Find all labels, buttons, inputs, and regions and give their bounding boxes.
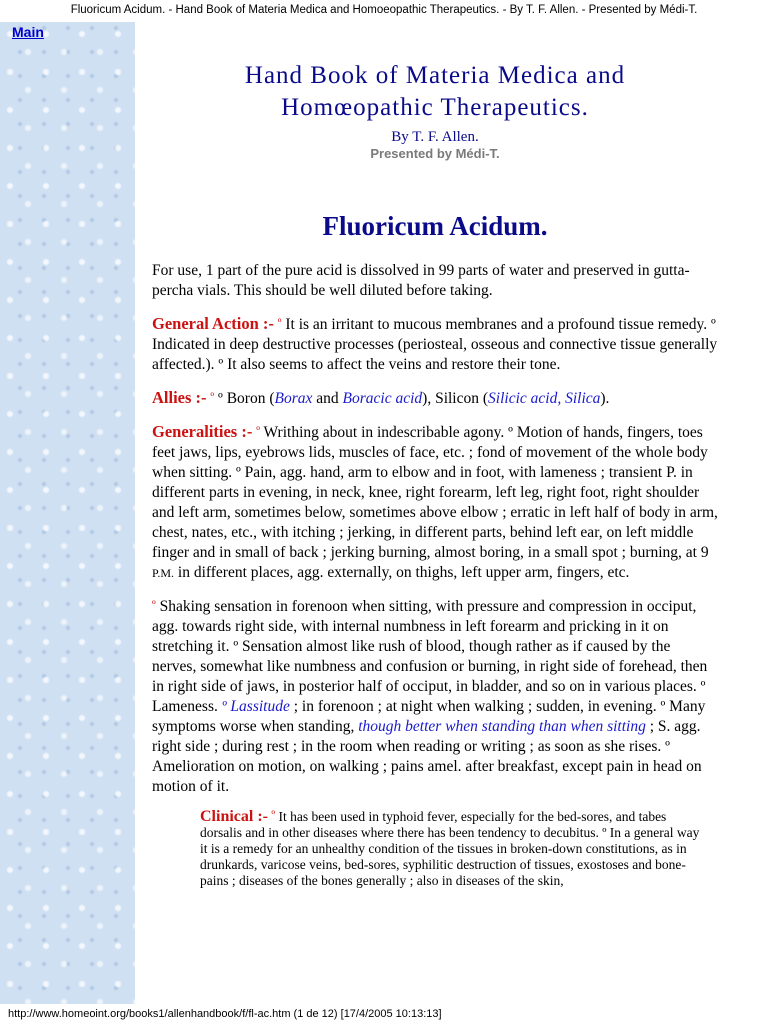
generalities-text-1: Writhing about in indescribable agony. º Motion of hands, fingers, toes feet jaws, lips, eyebrows lids, muscles of face, etc. ; fond of movement of the whole body when sitting. º Pain, agg. hand, arm to elbow and in foot, with lameness ; transient P. in different parts in evening, in neck, knee, right forearm, left leg, right foot, right shoulder and left arm, sometimes below, sometimes above elbow ; erratic in left half of body in arm, chest, nates, etc., with itching ; jerking, in different parts, behind left ear, on left middle finger and in small of back ; jerking burning, almost boring, in a small spot ; burning, at 9 bbox=[152, 424, 718, 561]
degree-mark: º bbox=[210, 390, 215, 404]
general-action-text: It is an irritant to mucous membranes and a profound tissue remedy. º Indicated in deep destructive processes (periosteal, osseous and connective tissue generally affected.). º It also seems to affect the veins and restore their tone. bbox=[152, 316, 718, 373]
allies-text-2: and bbox=[312, 390, 343, 407]
degree-mark: º bbox=[271, 808, 276, 822]
allies-boracic-acid: Boracic acid bbox=[342, 390, 423, 407]
general-action-paragraph bbox=[152, 313, 718, 375]
sidebar-background bbox=[0, 22, 135, 1004]
main-link[interactable]: Main bbox=[12, 24, 44, 40]
print-header: Fluoricum Acidum. - Hand Book of Materia Medica and Homoeopathic Therapeutics. - By T. F. Allen. - Presented by Médi-T. bbox=[70, 4, 698, 16]
print-footer-url: http://www.homeoint.org/books1/allenhandbook/f/fl-ac.htm (1 de 12) [17/4/2005 10:13:13] bbox=[8, 1008, 442, 1020]
clinical-text: It has been used in typhoid fever, especially for the bed-sores, and tabes dorsalis and in other diseases where there has been tendency to decubitus. º In a general way it is a remedy for an unhealthy condition of the tissues in broken-down constitutions, as in drunkards, varicose veins, bed-sores, syphilitic destruction of tissues, exostoses and bone-pains ; diseases of the bones generally ; also in diseases of the skin, bbox=[200, 809, 700, 888]
book-title bbox=[152, 60, 718, 124]
allies-silicic-acid: Silicic acid, Silica bbox=[488, 390, 601, 407]
clinical-paragraph bbox=[200, 807, 700, 889]
degree-mark: º bbox=[152, 598, 156, 612]
symptoms-text-2: ; in forenoon ; at night when walking ; sudden, in evening. º Many symptoms worse when standing, bbox=[152, 698, 706, 735]
allies-label: Allies :- bbox=[152, 388, 207, 407]
symptoms-lassitude: º Lassitude bbox=[221, 698, 290, 715]
book-author: By T. F. Allen. bbox=[391, 129, 479, 145]
generalities-paragraph bbox=[152, 421, 718, 583]
intro-paragraph: For use, 1 part of the pure acid is dissolved in 99 parts of water and preserved in gutta-percha vials. This should be well diluted before taking. bbox=[152, 262, 690, 299]
degree-mark: º bbox=[277, 316, 282, 330]
generalities-label: Generalities :- bbox=[152, 422, 253, 441]
book-title-line1: Hand Book of Materia Medica and bbox=[244, 62, 626, 89]
remedy-title: Fluoricum Acidum. bbox=[322, 211, 548, 241]
symptoms-better-standing: though better when standing than when sitting bbox=[358, 718, 646, 735]
degree-mark: º bbox=[256, 424, 260, 438]
general-action-label: General Action :- bbox=[152, 314, 274, 333]
generalities-text-2: in different places, agg. externally, on thighs, left upper arm, fingers, etc. bbox=[174, 564, 630, 581]
symptoms-text-1: Shaking sensation in forenoon when sitting, with pressure and compression in occiput, agg. towards right side, with internal numbness in left forearm and pricking in it on stretching it. º Sensation almost like rush of blood, though rather as if caused by the nerves, somewhat like numbness and confusion or burning, in right side of forehead, then in right side of jaws, in posterior half of occiput, in bladder, and so on in various places. º Lameness. bbox=[152, 598, 708, 715]
allies-text-4: ). bbox=[600, 390, 610, 407]
presented-by: Presented by Médi-T. bbox=[370, 146, 500, 161]
allies-paragraph bbox=[152, 387, 718, 409]
allies-borax: Borax bbox=[274, 390, 313, 407]
generalities-pm: P.M. bbox=[152, 566, 175, 580]
clinical-label: Clinical :- bbox=[200, 808, 268, 825]
book-title-line2: Homœopathic Therapeutics. bbox=[281, 94, 589, 121]
symptoms-text-3: ; S. agg. right side ; during rest ; in the room when reading or writing ; as soon as she rises. º Amelioration on motion, on walking ; pains amel. after breakfast, except pain in head on motion of it. bbox=[152, 718, 702, 795]
page-content bbox=[152, 60, 718, 889]
allies-text-3: ), Silicon ( bbox=[422, 390, 489, 407]
allies-text-1: º Boron ( bbox=[214, 390, 275, 407]
symptoms-paragraph bbox=[152, 595, 718, 797]
